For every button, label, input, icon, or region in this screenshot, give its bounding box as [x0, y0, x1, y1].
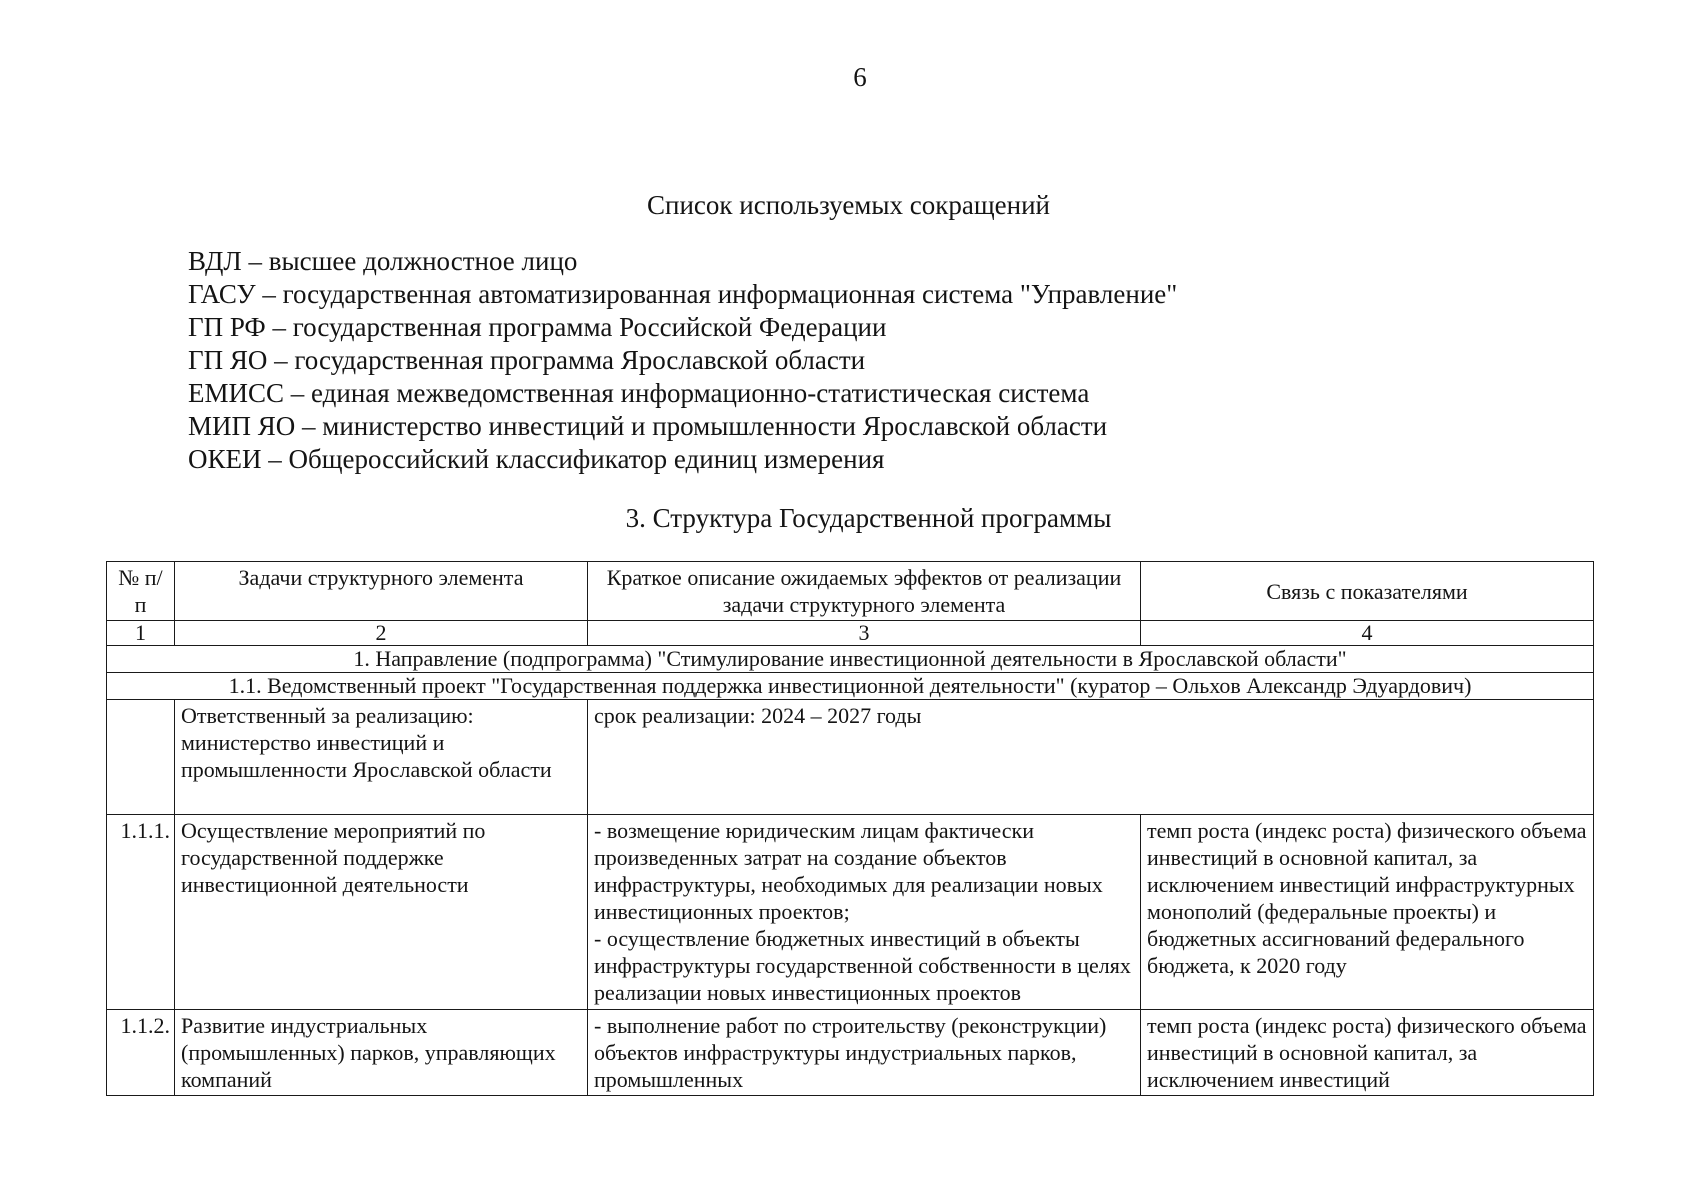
task-text: Осуществление мероприятий по государственной поддержке инвестиционной деятельности	[175, 815, 588, 1010]
column-number: 4	[1141, 621, 1594, 646]
project-title: 1.1. Ведомственный проект "Государственная поддержка инвестиционной деятельности" (куратор – Ольхов Александр Эдуардович)	[107, 673, 1594, 700]
header-indicators: Связь с показателями	[1141, 562, 1594, 621]
table-header-row	[107, 562, 1594, 621]
empty-cell	[107, 700, 175, 815]
column-numbers-row	[107, 621, 1594, 646]
project-row	[107, 673, 1594, 700]
table-row	[107, 1010, 1594, 1096]
column-number: 1	[107, 621, 175, 646]
abbreviations-title: Список используемых сокращений	[647, 190, 1050, 220]
abbreviation-item: ОКЕИ – Общероссийский классификатор единиц измерения	[188, 444, 885, 474]
column-number: 3	[588, 621, 1141, 646]
page-number: 6	[853, 62, 867, 92]
column-number: 2	[175, 621, 588, 646]
abbreviation-item: ВДЛ – высшее должностное лицо	[188, 246, 578, 276]
header-num: № п/п	[107, 562, 175, 621]
row-number: 1.1.1.	[107, 815, 175, 1010]
abbreviation-item: ГАСУ – государственная автоматизированная информационная система "Управление"	[188, 279, 1178, 309]
implementation-term: срок реализации: 2024 – 2027 годы	[588, 700, 1594, 815]
abbreviation-item: ГП ЯО – государственная программа Ярославской области	[188, 345, 866, 375]
indicator-text: темп роста (индекс роста) физического объема инвестиций в основной капитал, за исключением инвестиций	[1141, 1010, 1594, 1096]
task-text: Развитие индустриальных (промышленных) парков, управляющих компаний	[175, 1010, 588, 1096]
table-row	[107, 815, 1594, 1010]
direction-row	[107, 646, 1594, 673]
header-effects: Краткое описание ожидаемых эффектов от реализации задачи структурного элемента	[588, 562, 1141, 621]
abbreviation-item: МИП ЯО – министерство инвестиций и промышленности Ярославской области	[188, 411, 1108, 441]
effect-text: - возмещение юридическим лицам фактически произведенных затрат на создание объектов инфраструктуры, необходимых для реализации новых инвестиционных проектов; - осуществление бюджетных инвестиций в объекты инфраструктуры государственной собственности в целях реализации новых инвестиционных проектов	[588, 815, 1141, 1010]
direction-title: 1. Направление (подпрограмма) "Стимулирование инвестиционной деятельности в Ярославской области"	[107, 646, 1594, 673]
effect-text: - выполнение работ по строительству (реконструкции) объектов инфраструктуры индустриальных парков, промышленных	[588, 1010, 1141, 1096]
row-number: 1.1.2.	[107, 1010, 175, 1096]
indicator-text: темп роста (индекс роста) физического объема инвестиций в основной капитал, за исключением инвестиций инфраструктурных монополий (федеральные проекты) и бюджетных ассигнований федерального бюджета, к 2020 году	[1141, 815, 1594, 1010]
abbreviations-list	[188, 245, 1177, 476]
abbreviation-item: ЕМИСС – единая межведомственная информационно-статистическая система	[188, 378, 1090, 408]
abbreviation-item: ГП РФ – государственная программа Российской Федерации	[188, 312, 887, 342]
header-tasks: Задачи структурного элемента	[175, 562, 588, 621]
structure-table	[106, 561, 1594, 1096]
responsible-text: Ответственный за реализацию: министерство инвестиций и промышленности Ярославской области	[175, 700, 588, 815]
responsible-row	[107, 700, 1594, 815]
structure-section-title: 3. Структура Государственной программы	[625, 503, 1112, 533]
